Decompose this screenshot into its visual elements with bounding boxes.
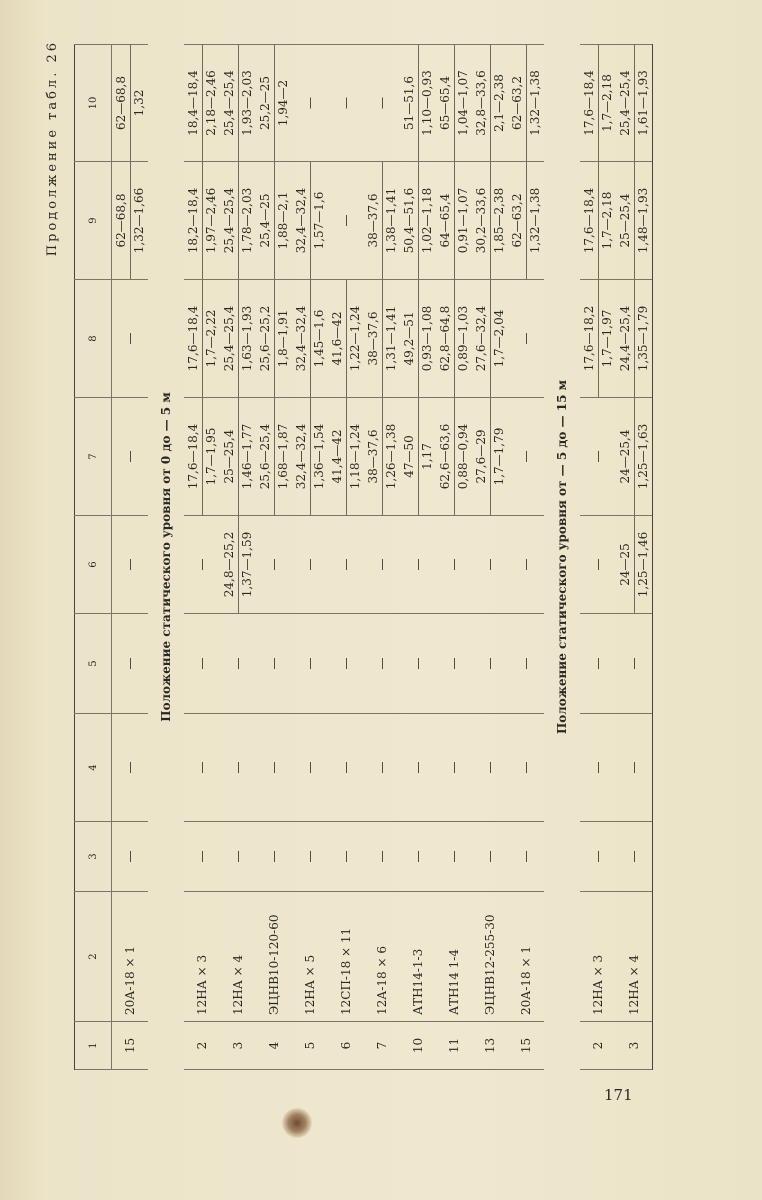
cell-range-pair	[185, 162, 220, 279]
section-heading-5-to-15m: Положение статического уровня от — 5 до — 15 м	[555, 379, 569, 735]
cell-c9	[472, 162, 508, 280]
pump-model: 12А-18 × 6	[364, 892, 400, 1022]
head-range-value: 25,2—25	[257, 76, 272, 130]
pump-model: АТН14-1-3	[400, 892, 436, 1022]
efficiency-value: 1,25—1,63	[634, 398, 652, 515]
head-range-value: 24—25	[617, 543, 632, 586]
cell-range-pair	[221, 45, 256, 161]
head-range-value: 62—63,2	[509, 76, 524, 130]
head-range-value: 32,8—33,6	[473, 70, 488, 136]
cell-c9	[580, 162, 616, 280]
head-range-value: 32,4—32,4	[293, 187, 308, 254]
cell-c5: —	[184, 614, 220, 714]
efficiency-value: 1,7—1,79	[490, 398, 508, 515]
cell-c6: —	[256, 516, 292, 614]
table-row	[256, 45, 292, 1070]
efficiency-value: 1,37—1,59	[238, 516, 256, 613]
cell-c6: —	[112, 516, 149, 614]
efficiency-value: 1,7—2,18	[598, 162, 616, 279]
efficiency-value: 1,18—1,24	[346, 398, 364, 515]
head-range-value: 41,4—42	[329, 429, 344, 484]
row-number: 3	[616, 1022, 653, 1070]
efficiency-value: 1,38—1,41	[382, 162, 400, 279]
cell-range-pair	[473, 45, 508, 161]
cell-c8	[364, 280, 400, 398]
cell-c5: —	[256, 614, 292, 714]
cell-range-pair	[185, 398, 220, 515]
row-number: 4	[256, 1022, 292, 1070]
cell-c8	[580, 280, 616, 398]
cell-c3: —	[292, 822, 328, 892]
cell-range-pair	[437, 280, 472, 397]
cell-c10	[616, 45, 653, 162]
cell-c7	[472, 398, 508, 516]
cell-range-pair	[365, 162, 400, 279]
efficiency-value: 2,18—2,46	[202, 45, 220, 161]
cell-c10	[220, 45, 256, 162]
efficiency-value: 0,93—1,08	[418, 280, 436, 397]
efficiency-value: 1,32—1,38	[526, 162, 544, 279]
cell-c6	[616, 516, 653, 614]
table-row	[328, 45, 364, 1070]
cell-c4: —	[184, 714, 220, 822]
row-number: 15	[112, 1022, 149, 1070]
pump-model: ЭЦНВ12-255-30	[472, 892, 508, 1022]
head-range-value: 62,6—63,6	[437, 423, 452, 490]
efficiency-value: 1,04—1,07	[454, 45, 472, 161]
header-col-10: 10	[75, 45, 112, 162]
pump-model: 12НА × 4	[616, 892, 653, 1022]
head-range-value: 51—51,6	[401, 76, 416, 130]
header-col-4: 4	[75, 714, 112, 822]
cell-c5: —	[328, 614, 364, 714]
cell-range-pair	[221, 280, 256, 397]
pump-model: 12НА × 3	[580, 892, 616, 1022]
cell-c3: —	[112, 822, 149, 892]
cell-range-pair	[617, 398, 652, 515]
head-range-value: 25—25,4	[221, 429, 236, 484]
efficiency-value: 1,48—1,93	[634, 162, 652, 279]
head-range-value: 25,4—25,4	[221, 187, 236, 254]
efficiency-value: 1,25—1,46	[634, 516, 652, 613]
cell-range-pair	[401, 280, 436, 397]
efficiency-value: 0,89—1,03	[454, 280, 472, 397]
efficiency-value: 1,57—1,6	[310, 162, 328, 279]
head-range-value: 17,6—18,2	[581, 305, 596, 372]
cell-c6	[220, 516, 256, 614]
head-range-value: 32,4—32,4	[293, 305, 308, 372]
cell-c4: —	[472, 714, 508, 822]
cell-c7	[328, 398, 364, 516]
table-row	[508, 45, 544, 1070]
cell-range-pair	[617, 516, 652, 613]
head-range-value: 62—68,8	[113, 76, 128, 130]
cell-c8	[616, 280, 653, 398]
cell-c6: —	[472, 516, 508, 614]
cell-c3: —	[256, 822, 292, 892]
cell-c3: —	[472, 822, 508, 892]
cell-c8	[472, 280, 508, 398]
cell-c9	[112, 162, 149, 280]
row-number: 7	[364, 1022, 400, 1070]
efficiency-value: 1,26—1,38	[382, 398, 400, 515]
head-range-value: 27,6—29	[473, 429, 488, 484]
cell-c10: —	[364, 45, 400, 162]
cell-c6: —	[292, 516, 328, 614]
cell-range-pair	[113, 162, 148, 279]
cell-c7	[292, 398, 328, 516]
cell-c9	[400, 162, 436, 280]
efficiency-value: 1,02—1,18	[418, 162, 436, 279]
cell-c6: —	[508, 516, 544, 614]
header-col-9: 9	[75, 162, 112, 280]
cell-c8	[400, 280, 436, 398]
cell-c4: —	[616, 714, 653, 822]
cell-c6: —	[436, 516, 472, 614]
row-number: 11	[436, 1022, 472, 1070]
cell-c3: —	[580, 822, 616, 892]
pump-model: 12НА × 3	[184, 892, 220, 1022]
row-number: 2	[184, 1022, 220, 1070]
efficiency-value: 1,22—1,24	[346, 280, 364, 397]
head-range-value: 38—37,6	[365, 429, 380, 484]
efficiency-value: 1,68—1,87	[274, 398, 292, 515]
cell-range-pair	[473, 162, 508, 279]
cell-range-pair	[581, 162, 616, 279]
cell-c7: —	[580, 398, 616, 516]
table-row	[436, 45, 472, 1070]
cell-c8: —	[508, 280, 544, 398]
cell-c9: —	[328, 162, 364, 280]
table-continuation-caption: Продолжение табл. 26	[45, 40, 60, 257]
row-number: 2	[580, 1022, 616, 1070]
cell-c5: —	[220, 614, 256, 714]
cell-range-pair	[509, 162, 544, 279]
cell-c8	[184, 280, 220, 398]
cell-c9	[616, 162, 653, 280]
cell-c9	[436, 162, 472, 280]
head-range-value: 24,8—25,2	[221, 531, 236, 598]
cell-c7: —	[508, 398, 544, 516]
cell-c3: —	[220, 822, 256, 892]
cell-c7	[436, 398, 472, 516]
cell-c9	[220, 162, 256, 280]
cell-c8	[256, 280, 292, 398]
page-number: 171	[604, 1086, 633, 1104]
cell-c8	[292, 280, 328, 398]
efficiency-value: 1,17	[418, 398, 436, 515]
head-range-value: 25,4—25	[257, 193, 272, 248]
cell-c8	[220, 280, 256, 398]
row-number: 15	[508, 1022, 544, 1070]
efficiency-value: 1,32—1,66	[130, 162, 148, 279]
efficiency-value: 1,93—2,03	[238, 45, 256, 161]
pump-model: 20А-18 × 1	[508, 892, 544, 1022]
header-col-2: 2	[75, 892, 112, 1022]
head-range-value: 17,6—18,4	[185, 305, 200, 372]
head-range-value: 62—63,2	[509, 193, 524, 248]
efficiency-value: 1,8—1,91	[274, 280, 292, 397]
section-heading-0-to-5m: Положение статического уровня от 0 до — 5 м	[159, 392, 173, 722]
head-range-value: 62—68,8	[113, 193, 128, 248]
cell-range-pair	[329, 280, 364, 397]
cell-c8	[436, 280, 472, 398]
cell-c3: —	[616, 822, 653, 892]
cell-c4: —	[508, 714, 544, 822]
cell-c7	[220, 398, 256, 516]
cell-c9	[256, 162, 292, 280]
table-row	[616, 45, 653, 1070]
cell-c10	[472, 45, 508, 162]
cell-range-pair	[581, 45, 616, 161]
pump-model: 12СП-18 × 11	[328, 892, 364, 1022]
cell-c3: —	[364, 822, 400, 892]
efficiency-value: 2,1—2,38	[490, 45, 508, 161]
cell-c3: —	[436, 822, 472, 892]
cell-c5: —	[508, 614, 544, 714]
head-range-value: 41,6—42	[329, 311, 344, 366]
cell-c5: —	[400, 614, 436, 714]
head-range-value: 18,2—18,4	[185, 187, 200, 254]
cell-range-pair	[437, 45, 472, 161]
cell-range-pair	[401, 162, 436, 279]
efficiency-value: 1,7—1,97	[598, 280, 616, 397]
cell-c3: —	[184, 822, 220, 892]
cell-range-pair	[221, 162, 256, 279]
cell-range-pair	[365, 398, 400, 515]
head-range-value: 49,2—51	[401, 311, 416, 366]
efficiency-value: 1,45—1,6	[310, 280, 328, 397]
cell-c4: —	[292, 714, 328, 822]
cell-range-pair	[257, 398, 292, 515]
table-row	[292, 45, 328, 1070]
row-number: 5	[292, 1022, 328, 1070]
efficiency-value: 1,61—1,93	[634, 45, 652, 161]
cell-c10: —	[328, 45, 364, 162]
efficiency-value: 1,36—1,54	[310, 398, 328, 515]
row-number: 6	[328, 1022, 364, 1070]
cell-c5: —	[616, 614, 653, 714]
head-range-value: 25,4—25,4	[221, 70, 236, 136]
rotated-table-area	[40, 40, 750, 1090]
cell-c10: —	[292, 45, 328, 162]
efficiency-value: 1,46—1,77	[238, 398, 256, 515]
cell-c6: —	[580, 516, 616, 614]
header-col-6: 6	[75, 516, 112, 614]
cell-c7	[184, 398, 220, 516]
cell-c10	[112, 45, 149, 162]
efficiency-value: 1,35—1,79	[634, 280, 652, 397]
cell-range-pair	[257, 45, 292, 161]
table-header	[75, 45, 112, 1070]
cell-c7	[400, 398, 436, 516]
cell-range-pair	[113, 45, 148, 161]
head-range-value: 27,6—32,4	[473, 305, 488, 372]
header-col-8: 8	[75, 280, 112, 398]
cell-c5: —	[364, 614, 400, 714]
efficiency-value: 1,31—1,41	[382, 280, 400, 397]
ink-stain	[282, 1108, 312, 1138]
cell-range-pair	[293, 280, 328, 397]
head-range-value: 50,4—51,6	[401, 187, 416, 254]
cell-c7	[364, 398, 400, 516]
efficiency-value: 1,32—1,38	[526, 45, 544, 161]
head-range-value: 25—25,4	[617, 193, 632, 248]
section-row	[148, 45, 184, 1070]
row-number: 3	[220, 1022, 256, 1070]
head-range-value: 17,6—18,4	[581, 187, 596, 254]
cell-c6: —	[328, 516, 364, 614]
cell-c9	[364, 162, 400, 280]
efficiency-value: 1,7—2,18	[598, 45, 616, 161]
efficiency-value: 1,78—2,03	[238, 162, 256, 279]
cell-c8: —	[112, 280, 149, 398]
head-range-value: 47—50	[401, 435, 416, 478]
cell-range-pair	[293, 398, 328, 515]
cell-range-pair	[437, 398, 472, 515]
section-row	[544, 45, 580, 1070]
cell-c6: —	[184, 516, 220, 614]
efficiency-value: 0,91—1,07	[454, 162, 472, 279]
header-col-7: 7	[75, 398, 112, 516]
efficiency-value: 1,63—1,93	[238, 280, 256, 397]
efficiency-value: 1,7—1,95	[202, 398, 220, 515]
cell-c9	[508, 162, 544, 280]
cell-range-pair	[617, 280, 652, 397]
header-col-3: 3	[75, 822, 112, 892]
pump-model: 12НА × 5	[292, 892, 328, 1022]
pump-model: АТН14 1-4	[436, 892, 472, 1022]
pump-model: 12НА × 4	[220, 892, 256, 1022]
table-row	[400, 45, 436, 1070]
head-range-value: 25,4—25,4	[221, 305, 236, 372]
cell-c6: —	[400, 516, 436, 614]
cell-c7: —	[112, 398, 149, 516]
efficiency-value: 1,88—2,1	[274, 162, 292, 279]
cell-c3: —	[400, 822, 436, 892]
cell-c4: —	[364, 714, 400, 822]
efficiency-value: 1,97—2,46	[202, 162, 220, 279]
head-range-value: 18,4—18,4	[185, 70, 200, 136]
cell-c6: —	[364, 516, 400, 614]
cell-c4: —	[112, 714, 149, 822]
cell-range-pair	[365, 280, 400, 397]
pump-model: ЭЦНВ10-120-60	[256, 892, 292, 1022]
efficiency-value: 1,85—2,38	[490, 162, 508, 279]
head-range-value: 24,4—25,4	[617, 305, 632, 372]
cell-c10	[508, 45, 544, 162]
cell-c5: —	[472, 614, 508, 714]
cell-c5: —	[112, 614, 149, 714]
table-row	[220, 45, 256, 1070]
cell-range-pair	[257, 280, 292, 397]
cell-range-pair	[617, 162, 652, 279]
table-body	[112, 45, 653, 1070]
cell-c10	[400, 45, 436, 162]
cell-range-pair	[509, 45, 544, 161]
cell-c3: —	[508, 822, 544, 892]
cell-range-pair	[473, 398, 508, 515]
efficiency-value: 1,32	[130, 45, 148, 161]
cell-range-pair	[401, 398, 436, 515]
table-row	[184, 45, 220, 1070]
pump-model: 20А-18 × 1	[112, 892, 149, 1022]
cell-range-pair	[221, 516, 256, 613]
cell-range-pair	[473, 280, 508, 397]
head-range-value: 64—65,4	[437, 193, 452, 248]
cell-c8	[328, 280, 364, 398]
efficiency-value: 1,7—2,04	[490, 280, 508, 397]
cell-c4: —	[328, 714, 364, 822]
cell-c4: —	[436, 714, 472, 822]
head-range-value: 24—25,4	[617, 429, 632, 484]
cell-range-pair	[221, 398, 256, 515]
cell-c5: —	[292, 614, 328, 714]
table-row	[112, 45, 149, 1070]
table-row	[472, 45, 508, 1070]
cell-c5: —	[580, 614, 616, 714]
cell-c4: —	[400, 714, 436, 822]
cell-c3: —	[328, 822, 364, 892]
cell-c7	[256, 398, 292, 516]
efficiency-value: 1,10—0,93	[418, 45, 436, 161]
header-col-5: 5	[75, 614, 112, 714]
efficiency-value: 1,94—2	[274, 45, 292, 161]
cell-c4: —	[580, 714, 616, 822]
data-table	[74, 44, 653, 1070]
cell-range-pair	[185, 280, 220, 397]
cell-c5: —	[436, 614, 472, 714]
row-number: 10	[400, 1022, 436, 1070]
head-range-value: 25,6—25,2	[257, 305, 272, 372]
table-row	[364, 45, 400, 1070]
cell-c4: —	[220, 714, 256, 822]
cell-c10	[184, 45, 220, 162]
head-range-value: 25,4—25,4	[617, 70, 632, 136]
cell-range-pair	[329, 398, 364, 515]
cell-range-pair	[401, 45, 436, 161]
cell-c10	[436, 45, 472, 162]
head-range-value: 30,2—33,6	[473, 187, 488, 254]
efficiency-value: 1,7—2,22	[202, 280, 220, 397]
cell-c9	[292, 162, 328, 280]
cell-range-pair	[617, 45, 652, 161]
cell-c10	[580, 45, 616, 162]
cell-c4: —	[256, 714, 292, 822]
row-number: 13	[472, 1022, 508, 1070]
efficiency-value: 0,88—0,94	[454, 398, 472, 515]
cell-range-pair	[437, 162, 472, 279]
head-range-value: 25,6—25,4	[257, 423, 272, 490]
head-range-value: 38—37,6	[365, 311, 380, 366]
cell-range-pair	[581, 280, 616, 397]
table-row	[580, 45, 616, 1070]
head-range-value: 32,4—32,4	[293, 423, 308, 490]
head-range-value: 65—65,4	[437, 76, 452, 130]
cell-c9	[184, 162, 220, 280]
header-col-1: 1	[75, 1022, 112, 1070]
cell-c7	[616, 398, 653, 516]
head-range-value: 17,6—18,4	[185, 423, 200, 490]
head-range-value: 38—37,6	[365, 193, 380, 248]
cell-c10	[256, 45, 292, 162]
head-range-value: 62,8—64,8	[437, 305, 452, 372]
cell-range-pair	[293, 162, 328, 279]
cell-range-pair	[185, 45, 220, 161]
head-range-value: 17,6—18,4	[581, 70, 596, 136]
cell-range-pair	[257, 162, 292, 279]
